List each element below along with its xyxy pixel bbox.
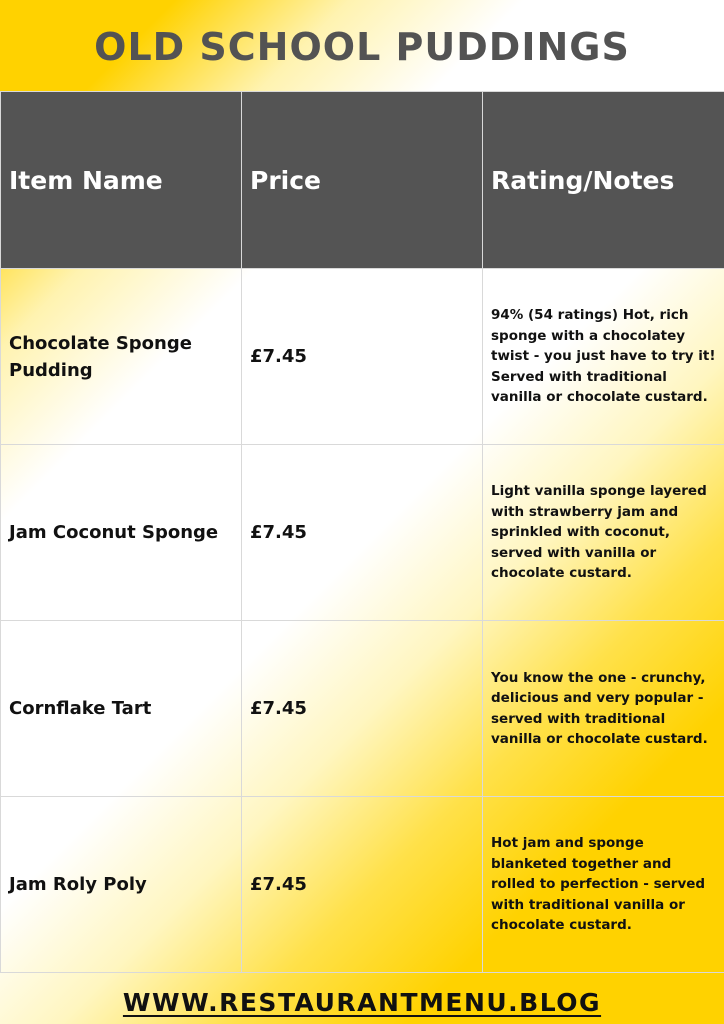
table-row — [1, 621, 724, 797]
website-link[interactable]: WWW.RESTAURANTMENU.BLOG — [122, 988, 602, 1017]
item-name: Cornflake Tart — [1, 621, 242, 797]
page-title: OLD SCHOOL PUDDINGS — [94, 25, 630, 69]
item-notes: Hot jam and sponge blanketed together and rolled to perfection - served with traditional vanilla or chocolate custard. — [483, 797, 724, 973]
item-price: £7.45 — [242, 797, 483, 973]
table-row — [1, 445, 724, 621]
column-header-rating-notes: Rating/Notes — [483, 92, 724, 269]
table-header-row — [1, 92, 724, 269]
item-price: £7.45 — [242, 445, 483, 621]
item-name: Chocolate Sponge Pudding — [1, 269, 242, 445]
item-price: £7.45 — [242, 621, 483, 797]
column-header-item-name: Item Name — [1, 92, 242, 269]
item-notes: Light vanilla sponge layered with strawberry jam and sprinkled with coconut, served with vanilla or chocolate custard. — [483, 445, 724, 621]
table-row — [1, 797, 724, 973]
item-notes: You know the one - crunchy, delicious and very popular - served with traditional vanilla or chocolate custard. — [483, 621, 724, 797]
item-name: Jam Coconut Sponge — [1, 445, 242, 621]
column-header-price: Price — [242, 92, 483, 269]
item-notes: 94% (54 ratings) Hot, rich sponge with a chocolatey twist - you just have to try it! Served with traditional vanilla or chocolate custard. — [483, 269, 724, 445]
menu-table — [0, 91, 724, 973]
item-name: Jam Roly Poly — [1, 797, 242, 973]
item-price: £7.45 — [242, 269, 483, 445]
table-row — [1, 269, 724, 445]
footer — [0, 988, 724, 1017]
